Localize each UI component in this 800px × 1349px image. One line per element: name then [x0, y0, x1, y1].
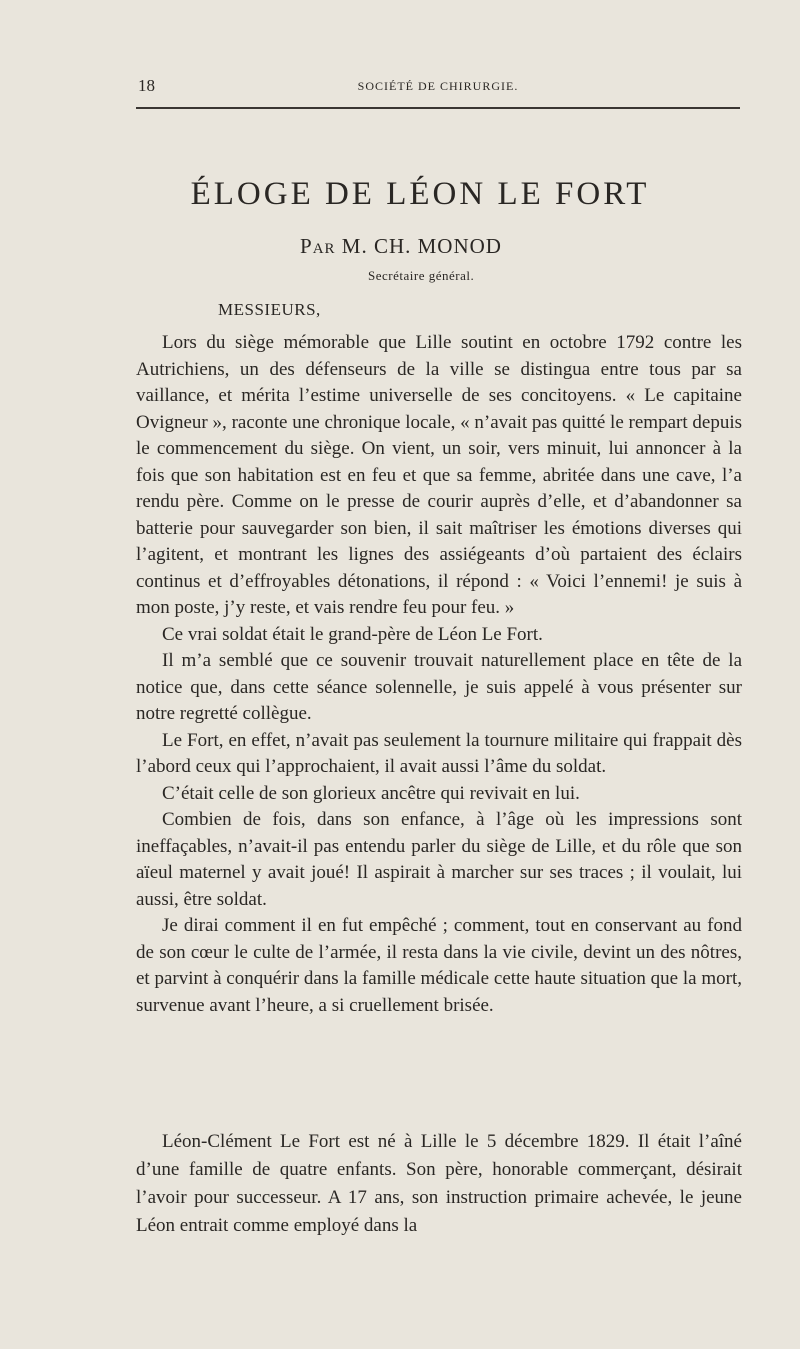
- running-title: SOCIÉTÉ DE CHIRURGIE.: [357, 79, 519, 93]
- paragraph-3: Il m’a semblé que ce souvenir trouvait naturellement place en tête de la notice que, dans cette séance solennelle, je suis appelé à vous présenter sur notre regretté collègue.: [136, 650, 742, 724]
- paragraph-2: Ce vrai soldat était le grand-père de Léon Le Fort.: [162, 623, 543, 645]
- byline-par-initial: P: [300, 234, 313, 258]
- header-rule: [136, 107, 740, 109]
- biography-section: [136, 1128, 742, 1240]
- paragraph-1: Lors du siège mémorable que Lille soutint en octobre 1792 contre les Autrichiens, un des défenseurs de la ville se distingua entre tous par sa vaillance, et mérita l’estime universelle de ses concitoyens. « Le capitaine Ovigneur », raconte une chronique locale, « n’avait pas quitté le rempart depuis le commencement du siège. On vient, un soir, vers minuit, lui annoncer à la fois que son habitation est en feu et que sa femme, abritée dans une cave, l’a rendu père. Comme on le presse de courir auprès d’elle, et d’abandonner sa batterie pour sauvegarder son bien, il sait maîtriser les émotions diverses qui l’agitent, et montrant les lignes des assiégeants d’où partaient des éclairs continus et d’effroyables détonations, il répond : « Voici l’ennemi! je suis à mon poste, j’y reste, et vais rendre feu pour feu. »: [136, 332, 742, 618]
- salutation: MESSIEURS,: [218, 300, 321, 319]
- paragraph-5: C’était celle de son glorieux ancêtre qui revivait en lui.: [162, 782, 580, 804]
- byline-author: M. CH. MONOD: [341, 234, 502, 258]
- paragraph-7: Je dirai comment il en fut empêché ; comment, tout en conservant au fond de son cœur le culte de l’armée, il resta dans la vie civile, devint un des nôtres, et parvint à conquérir dans la famille médicale cette haute situation que la mort, survenue avant l’heure, a si cruellement brisée.: [136, 915, 742, 1016]
- byline: [300, 234, 502, 259]
- author-role: Secrétaire général.: [368, 268, 475, 283]
- paragraph-4: Le Fort, en effet, n’avait pas seulement la tournure militaire qui frappait dès l’abord ceux qui l’approchaient, il avait aussi l’âme du soldat.: [136, 729, 742, 777]
- paragraph-6: Combien de fois, dans son enfance, à l’âge où les impressions sont ineffaçables, n’avait-il pas entendu parler du siège de Lille, et du rôle que son aïeul maternel y avait joué! Il aspirait à marcher sur ses traces ; il voulait, lui aussi, être soldat.: [136, 809, 742, 910]
- byline-par-rest: AR: [312, 241, 336, 257]
- page-number: 18: [138, 76, 155, 95]
- running-head: [136, 76, 740, 98]
- biography-paragraph: Léon-Clément Le Fort est né à Lille le 5 décembre 1829. Il était l’aîné d’une famille de quatre enfants. Son père, honorable commerçant, désirait l’avoir pour successeur. A 17 ans, son instruction primaire achevée, le jeune Léon entrait comme employé dans la: [136, 1131, 742, 1236]
- body-text: [136, 330, 742, 1019]
- article-title: ÉLOGE DE LÉON LE FORT: [190, 176, 650, 212]
